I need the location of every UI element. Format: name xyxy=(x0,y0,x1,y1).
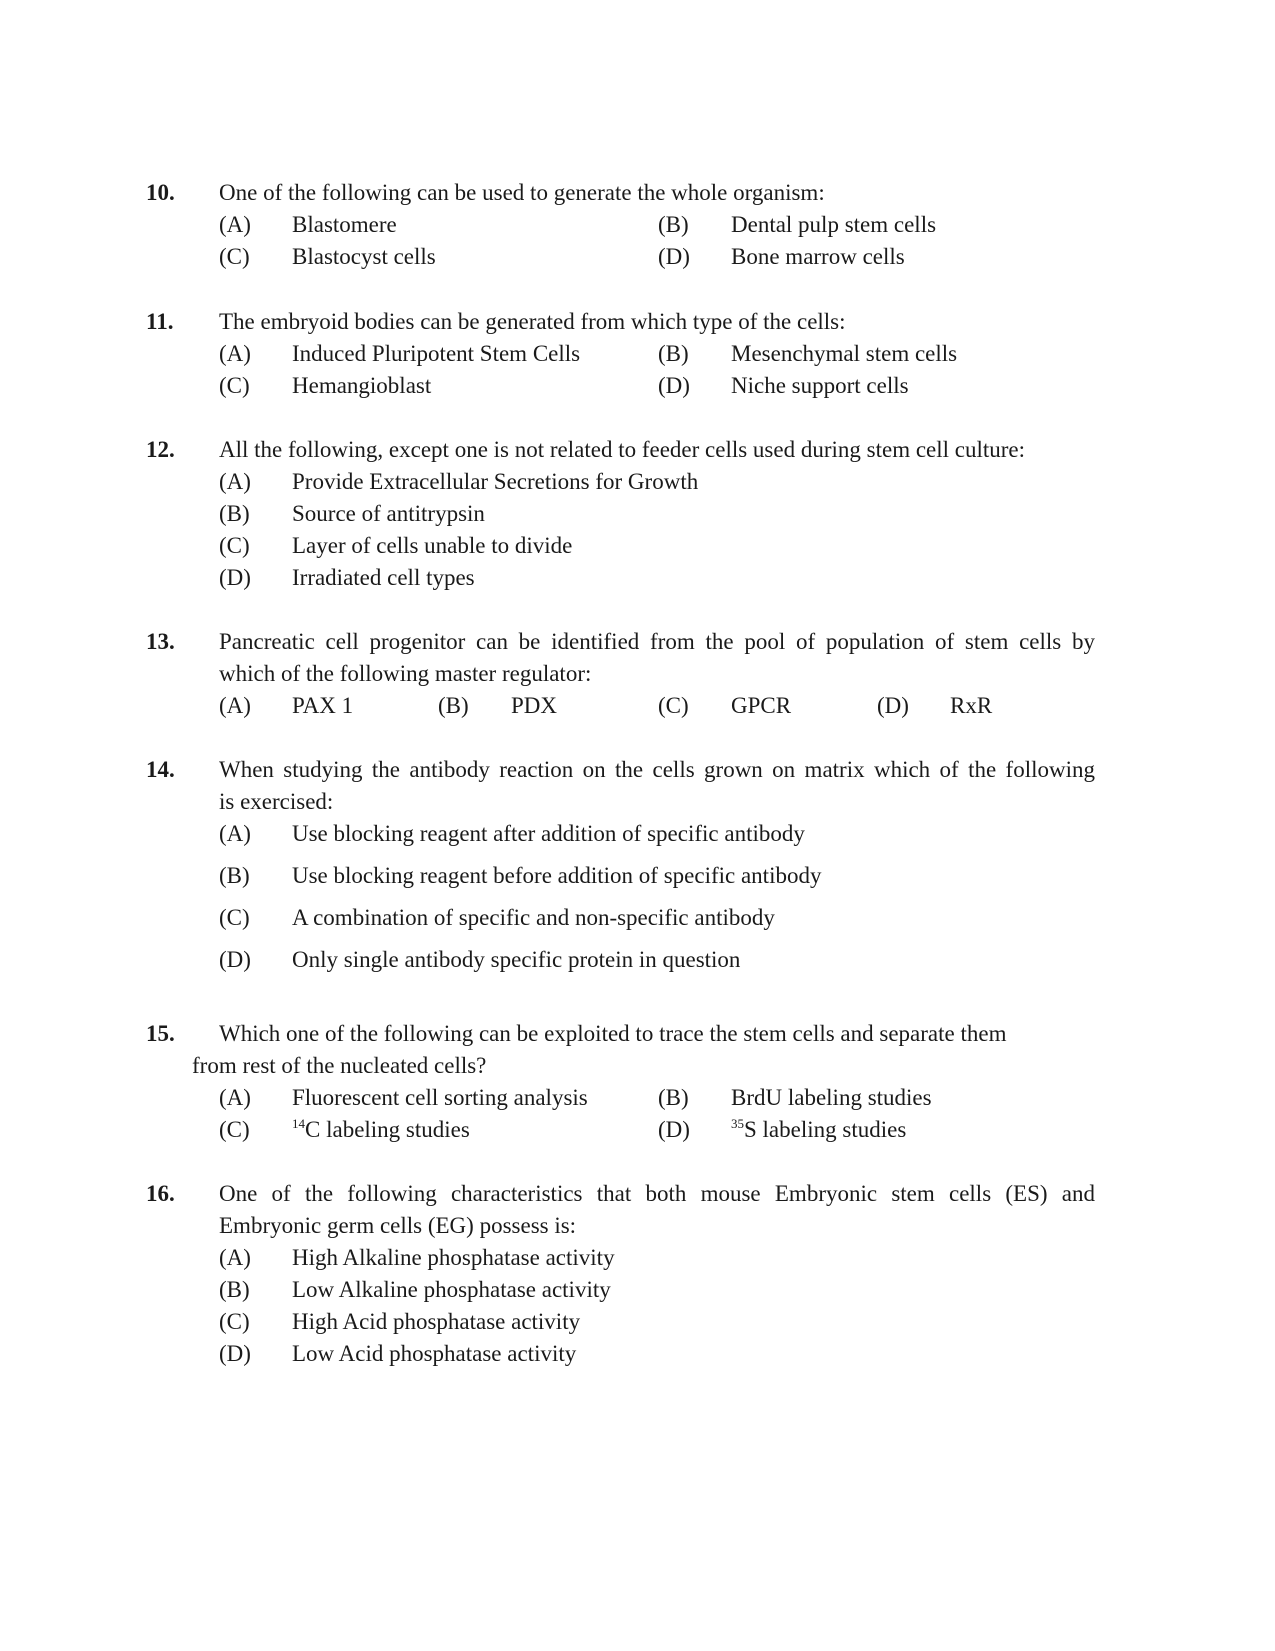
question-stem: from rest of the nucleated cells? xyxy=(192,1053,487,1078)
question-stem: Pancreatic cell progenitor can be identified from the pool of population of stem cells by xyxy=(219,629,1095,654)
option-text: C labeling studies xyxy=(305,1117,470,1142)
option-text: GPCR xyxy=(731,693,792,718)
option-label: (B) xyxy=(219,501,250,526)
option-text: Use blocking reagent before addition of specific antibody xyxy=(292,863,822,888)
question-number: 12. xyxy=(146,437,175,462)
option-text: Layer of cells unable to divide xyxy=(292,533,573,558)
option-text: Hemangioblast xyxy=(292,373,432,398)
option-label: (B) xyxy=(438,693,469,718)
option-text: Dental pulp stem cells xyxy=(731,212,937,237)
question-stem: Which one of the following can be exploited to trace the stem cells and separate them xyxy=(219,1021,1007,1046)
option-text: BrdU labeling studies xyxy=(731,1085,932,1110)
option-text: Bone marrow cells xyxy=(731,244,905,269)
option-label: (A) xyxy=(219,469,251,494)
option-label: (C) xyxy=(658,693,689,718)
option-label: (A) xyxy=(219,1085,251,1110)
option-text: RxR xyxy=(950,693,993,718)
option-label: (A) xyxy=(219,212,251,237)
option-text: PAX 1 xyxy=(292,693,354,718)
option-text: Low Alkaline phosphatase activity xyxy=(292,1277,611,1302)
option-label: (B) xyxy=(658,212,689,237)
option-label: (B) xyxy=(658,1085,689,1110)
option-text: Fluorescent cell sorting analysis xyxy=(292,1085,588,1110)
option-label: (C) xyxy=(219,244,250,269)
option-text: Blastomere xyxy=(292,212,397,237)
question-number: 10. xyxy=(146,180,175,205)
option-label: (C) xyxy=(219,533,250,558)
option-label: (A) xyxy=(219,1245,251,1270)
isotope-superscript: 35 xyxy=(731,1116,744,1131)
option-label: (B) xyxy=(219,863,250,888)
isotope-superscript: 14 xyxy=(292,1116,305,1131)
option-label: (C) xyxy=(219,1309,250,1334)
option-label: (A) xyxy=(219,821,251,846)
option-text: A combination of specific and non-specific antibody xyxy=(292,905,775,930)
option-text: Only single antibody specific protein in question xyxy=(292,947,741,972)
option-label: (B) xyxy=(219,1277,250,1302)
question-stem: is exercised: xyxy=(219,789,334,814)
question-stem: Embryonic germ cells (EG) possess is: xyxy=(219,1213,577,1238)
question-number: 16. xyxy=(146,1181,175,1206)
option-label: (D) xyxy=(219,947,251,972)
question-number: 13. xyxy=(146,629,175,654)
option-label: (D) xyxy=(658,373,690,398)
option-text: Source of antitrypsin xyxy=(292,501,485,526)
option-text-s35 xyxy=(731,1115,906,1145)
option-label: (C) xyxy=(219,1117,250,1142)
question-stem: All the following, except one is not related to feeder cells used during stem cell culture: xyxy=(219,437,1026,462)
question-stem: One of the following can be used to generate the whole organism: xyxy=(219,180,825,205)
option-text-c14 xyxy=(292,1115,470,1145)
option-label: (C) xyxy=(219,373,250,398)
option-label: (D) xyxy=(658,244,690,269)
option-label: (D) xyxy=(658,1117,690,1142)
option-text: Irradiated cell types xyxy=(292,565,475,590)
option-text: Provide Extracellular Secretions for Growth xyxy=(292,469,699,494)
option-text: Niche support cells xyxy=(731,373,909,398)
option-label: (D) xyxy=(219,1341,251,1366)
question-stem: which of the following master regulator: xyxy=(219,661,592,686)
option-label: (C) xyxy=(219,905,250,930)
option-text: Induced Pluripotent Stem Cells xyxy=(292,341,581,366)
question-stem: One of the following characteristics that both mouse Embryonic stem cells (ES) and xyxy=(219,1181,1095,1206)
question-number: 14. xyxy=(146,757,175,782)
option-label: (A) xyxy=(219,341,251,366)
question-stem: The embryoid bodies can be generated from which type of the cells: xyxy=(219,309,846,334)
option-text: High Alkaline phosphatase activity xyxy=(292,1245,615,1270)
option-text: Use blocking reagent after addition of specific antibody xyxy=(292,821,805,846)
option-text: S labeling studies xyxy=(744,1117,907,1142)
option-label: (A) xyxy=(219,693,251,718)
question-stem: When studying the antibody reaction on the cells grown on matrix which of the following xyxy=(219,757,1095,782)
option-text: PDX xyxy=(511,693,558,718)
option-label: (D) xyxy=(877,693,909,718)
option-text: Low Acid phosphatase activity xyxy=(292,1341,577,1366)
option-text: High Acid phosphatase activity xyxy=(292,1309,581,1334)
question-number: 15. xyxy=(146,1021,175,1046)
option-label: (D) xyxy=(219,565,251,590)
option-label: (B) xyxy=(658,341,689,366)
option-text: Blastocyst cells xyxy=(292,244,436,269)
question-number: 11. xyxy=(146,309,174,334)
option-text: Mesenchymal stem cells xyxy=(731,341,958,366)
